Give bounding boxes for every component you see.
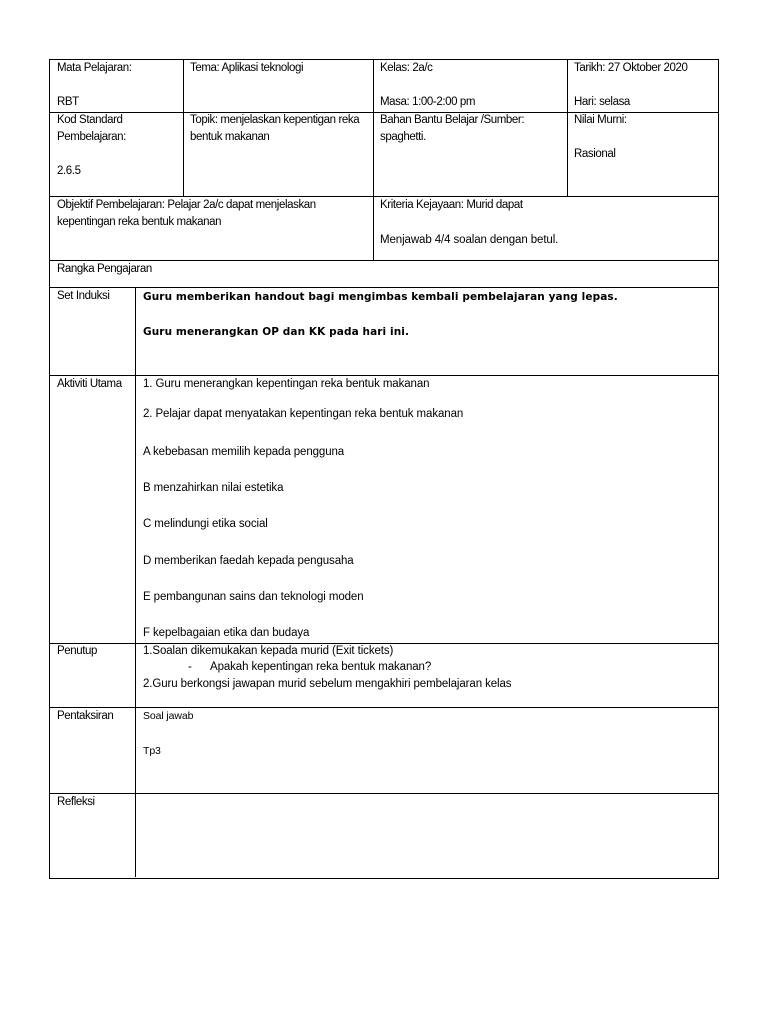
refleksi-label: Refleksi xyxy=(57,796,95,808)
set-induksi-label: Set Induksi xyxy=(57,290,110,302)
mata-pelajaran-value: RBT xyxy=(57,96,79,108)
row-divider xyxy=(49,707,719,708)
penutup-dash: - xyxy=(188,661,192,673)
objektif-text: Objektif Pembelajaran: Pelajar 2a/c dapat menjelaskan xyxy=(57,199,316,211)
pentaksiran-line-2: Tp3 xyxy=(143,745,161,757)
row-divider xyxy=(49,793,719,794)
objektif-text-2: kepentingan reka bentuk makanan xyxy=(57,216,222,228)
penutup-label: Penutup xyxy=(57,645,98,657)
row-divider xyxy=(49,643,719,644)
bahan-text: Bahan Bantu Belajar /Sumber: xyxy=(380,114,525,126)
bahan-text-2: spaghetti. xyxy=(380,131,426,143)
mata-pelajaran-label: Mata Pelajaran: xyxy=(57,62,132,74)
aktiviti-option: E pembangunan sains dan teknologi moden xyxy=(143,591,364,603)
penutup-line-1: 1.Soalan dikemukakan kepada murid (Exit tickets) xyxy=(143,645,394,657)
penutup-line-2: Apakah kepentingan reka bentuk makanan? xyxy=(210,661,432,673)
row-divider xyxy=(49,375,719,376)
aktiviti-item-1: 1. Guru menerangkan kepentingan reka bentuk makanan xyxy=(143,378,430,390)
kriteria-value: Menjawab 4/4 soalan dengan betul. xyxy=(380,234,559,246)
row-divider xyxy=(49,260,719,261)
aktiviti-option: B menzahirkan nilai estetika xyxy=(143,482,284,494)
aktiviti-option: F kepelbagaian etika dan budaya xyxy=(143,627,310,639)
pentaksiran-line-1: Soal jawab xyxy=(143,710,194,722)
aktiviti-option: C melindungi etika social xyxy=(143,518,268,530)
penutup-line-3: 2.Guru berkongsi jawapan murid sebelum mengakhiri pembelajaran kelas xyxy=(143,678,512,690)
col-divider xyxy=(183,59,184,196)
hari-text: Hari: selasa xyxy=(574,96,630,108)
nilai-murni-value: Rasional xyxy=(574,148,616,160)
kelas-text: Kelas: 2a/c xyxy=(380,62,433,74)
aktiviti-item-2: 2. Pelajar dapat menyatakan kepentingan reka bentuk makanan xyxy=(143,408,464,420)
aktiviti-utama-label: Aktiviti Utama xyxy=(57,378,122,390)
kriteria-label: Kriteria Kejayaan: Murid dapat xyxy=(380,199,523,211)
kod-standard-label-2: Pembelajaran: xyxy=(57,131,126,143)
col-divider xyxy=(373,59,374,260)
row-divider xyxy=(49,112,719,113)
col-divider xyxy=(135,287,136,877)
kod-standard-value: 2.6.5 xyxy=(57,165,81,177)
topik-text-2: bentuk makanan xyxy=(190,131,270,143)
kod-standard-label: Kod Standard xyxy=(57,114,123,126)
set-induksi-line-1: Guru memberikan handout bagi mengimbas kembali pembelajaran yang lepas. xyxy=(143,291,618,303)
topik-text: Topik: menjelaskan kepentigan reka xyxy=(190,114,360,126)
set-induksi-line-2: Guru menerangkan OP dan KK pada hari ini. xyxy=(143,326,410,338)
row-divider xyxy=(49,196,719,197)
col-divider xyxy=(567,59,568,196)
tarikh-text: Tarikh: 27 Oktober 2020 xyxy=(574,62,688,74)
masa-text: Masa: 1:00-2:00 pm xyxy=(380,96,476,108)
rangka-pengajaran-heading: Rangka Pengajaran xyxy=(57,263,152,275)
aktiviti-option: A kebebasan memilih kepada pengguna xyxy=(143,446,345,458)
aktiviti-option: D memberikan faedah kepada pengusaha xyxy=(143,555,354,567)
pentaksiran-label: Pentaksiran xyxy=(57,710,114,722)
nilai-murni-label: Nilai Murni: xyxy=(574,114,627,126)
row-divider xyxy=(49,287,719,288)
tema-text: Tema: Aplikasi teknologi xyxy=(190,62,304,74)
